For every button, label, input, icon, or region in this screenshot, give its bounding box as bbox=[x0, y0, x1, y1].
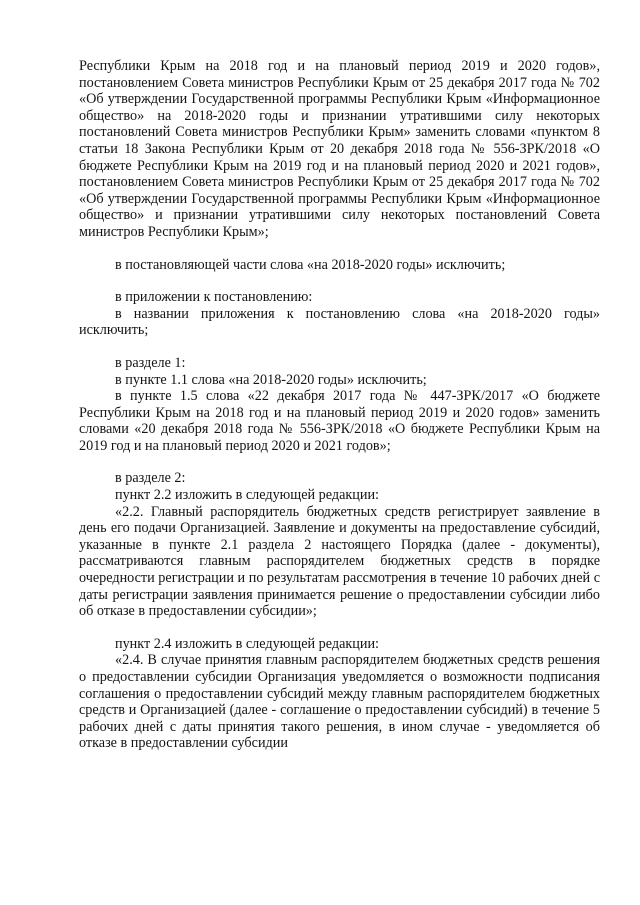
paragraph-item-2-4-text: «2.4. В случае принятия главным распорядителем бюджетных средств решения о предоставлении субсидии Организация уведомляется о возможности подписания соглашения о предоставлении субсидий между главным распорядителем бюджетных средств и Организацией (далее - соглашение о предоставлении субсидий) в течение 5 рабочих дней с даты принятия такого решения, в ином случае - уведомляется об отказе в предоставлении субсидии bbox=[79, 652, 600, 752]
paragraph-item-2-2-text: «2.2. Главный распорядитель бюджетных средств регистрирует заявление в день его подачи Организацией. Заявление и документы на предоставление субсидий, указанные в пункте 2.1 раздела 2 настоящего Порядка (далее - документы), рассматриваются главным распорядителем бюджетных средств в порядке очередности регистрации и по результатам рассмотрения в течение 10 рабочих дней с даты регистрации заявления принимается решение о предоставлении субсидии либо об отказе в предоставлении субсидии»; bbox=[79, 503, 600, 620]
paragraph-appendix-heading: в приложении к постановлению: bbox=[115, 289, 313, 306]
paragraph-item-1-5: в пункте 1.5 слова «22 декабря 2017 года № 447-ЗРК/2017 «О бюджете Республики Крым на 2018 год и на плановый период 2019 и 2020 годов» заменить словами «20 декабря 2018 года № 556-ЗРК/2018 «О бюджете Республики Крым на 2019 год и на плановый период 2020 и 2021 годов»; bbox=[79, 388, 600, 454]
paragraph-amendment-intro: Республики Крым на 2018 год и на плановый период 2019 и 2020 годов», постановлением Совета министров Республики Крым от 25 декабря 2017 года № 702 «Об утверждении Государственной программы Республики Крым «Информационное общество» на 2018-2020 годы и признании утратившими силу некоторых постановлений Совета министров Республики Крым» заменить словами «пунктом 8 статьи 18 Закона Республики Крым от 20 декабря 2018 года № 556-ЗРК/2018 «О бюджете Республики Крым на 2019 год и на плановый период 2020 и 2021 годов», постановлением Совета министров Республики Крым от 25 декабря 2017 года № 702 «Об утверждении Государственной программы Республики Крым «Информационное общество» и признании утратившими силу некоторых постановлений Совета министров Республики Крым»; bbox=[79, 58, 600, 240]
paragraph-section-2-heading: в разделе 2: bbox=[115, 470, 186, 487]
paragraph-operative-part: в постановляющей части слова «на 2018-2020 годы» исключить; bbox=[115, 256, 506, 273]
paragraph-appendix-title: в названии приложения к постановлению слова «на 2018-2020 годы» исключить; bbox=[79, 305, 600, 339]
document-body bbox=[79, 58, 600, 752]
paragraph-item-2-2-intro: пункт 2.2 изложить в следующей редакции: bbox=[115, 487, 379, 504]
paragraph-item-2-4-intro: пункт 2.4 изложить в следующей редакции: bbox=[115, 635, 379, 652]
paragraph-item-1-1: в пункте 1.1 слова «на 2018-2020 годы» исключить; bbox=[115, 371, 427, 388]
paragraph-section-1-heading: в разделе 1: bbox=[115, 354, 186, 371]
